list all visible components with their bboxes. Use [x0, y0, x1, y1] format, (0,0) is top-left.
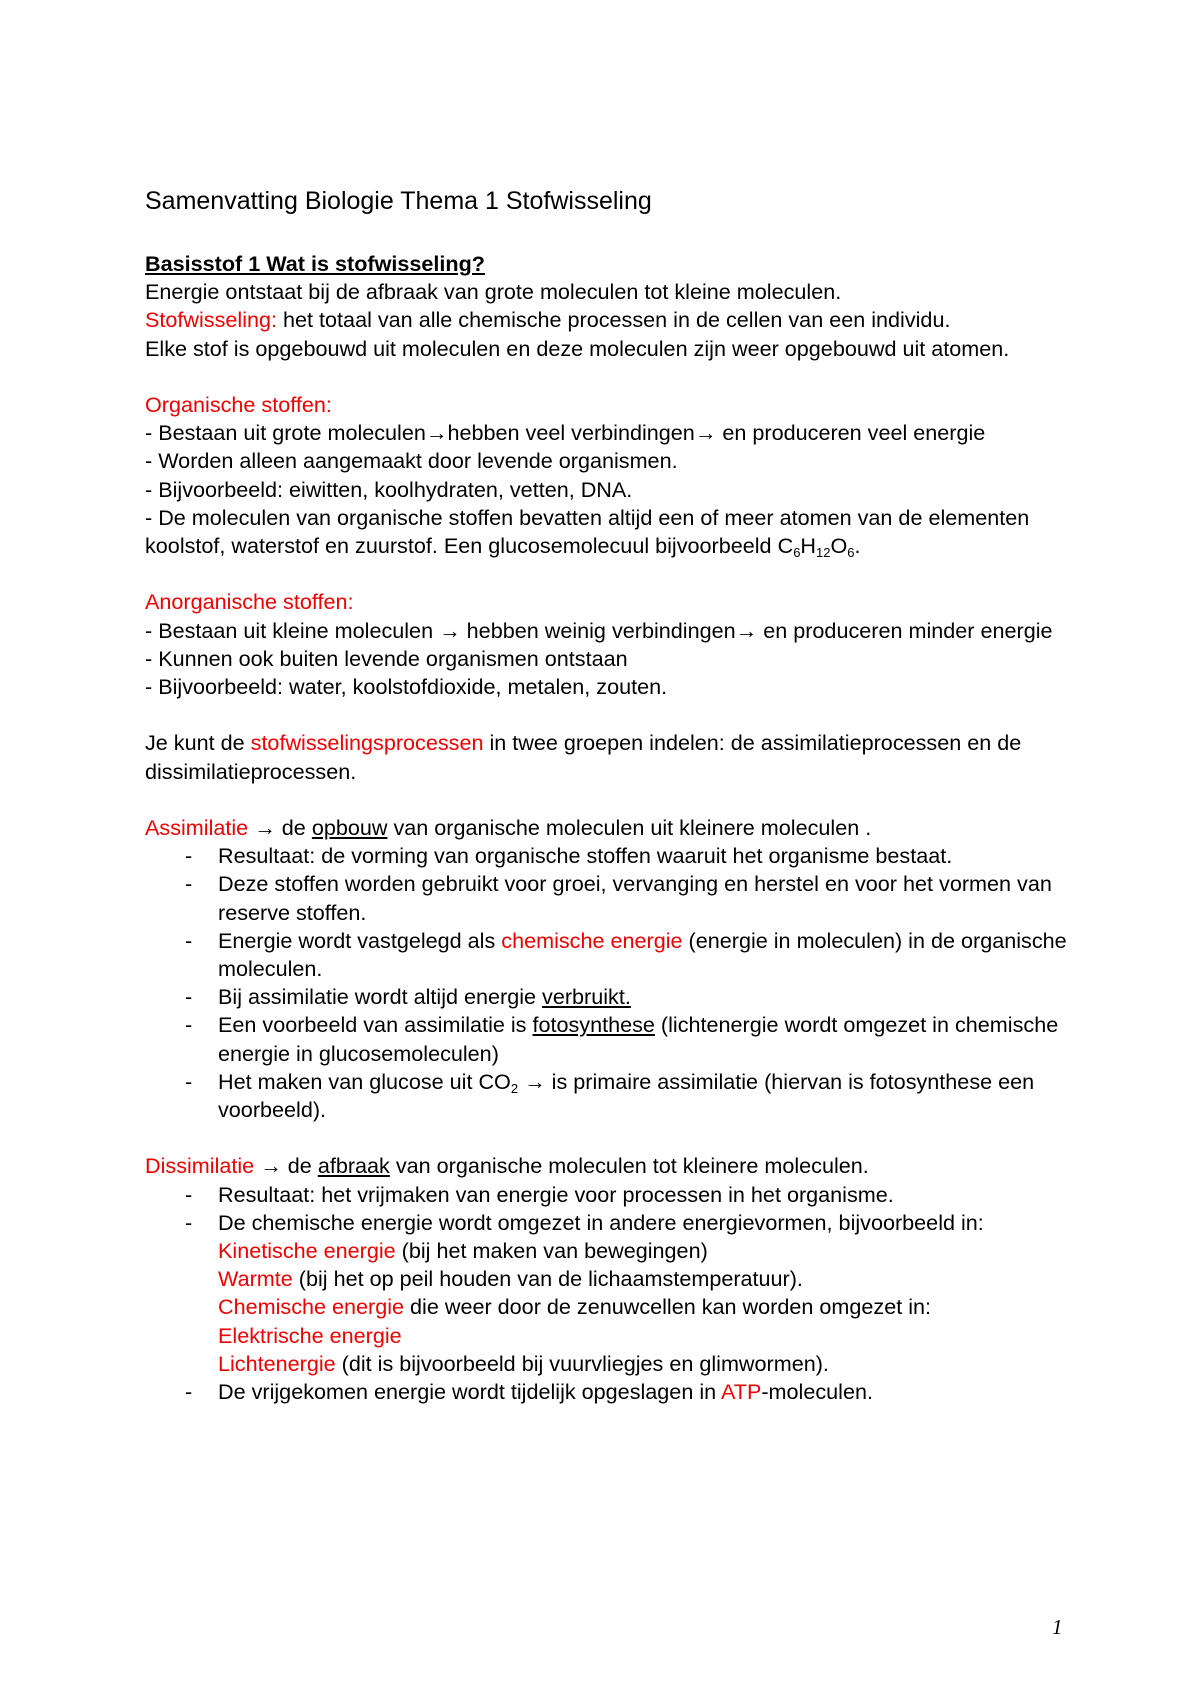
- list-item: [145, 1011, 1075, 1067]
- arrow-icon: →: [524, 1068, 546, 1094]
- list-item: [145, 983, 1075, 1011]
- groepen-paragraph: [145, 729, 1075, 785]
- intro-paragraph: Energie ontstaat bij de afbraak van grote moleculen tot kleine moleculen.: [145, 279, 842, 305]
- item-text: (bij het op peil houden van de lichaamstemperatuur).: [292, 1266, 803, 1292]
- item-text: (dit is bijvoorbeeld bij vuurvliegjes en glimwormen).: [335, 1350, 829, 1376]
- arrow-icon: →: [425, 420, 448, 446]
- term-warmte: Warmte: [218, 1266, 293, 1292]
- groepen-b: in twee groepen indelen: de assimilatieprocessen en de dissimilatieprocessen.: [145, 730, 1022, 784]
- item-text: Bij assimilatie wordt altijd energie: [218, 984, 543, 1010]
- dissimilatie-heading: [145, 1152, 1075, 1180]
- organisch-line-3: - Bijvoorbeeld: eiwitten, koolhydraten, vetten, DNA.: [145, 476, 633, 502]
- groepen-a: Je kunt de: [145, 730, 251, 756]
- energy-warmte: [218, 1265, 1075, 1293]
- dissimilatie-b: van organische moleculen tot kleinere moleculen.: [389, 1153, 869, 1179]
- term-kinetische-energie: Kinetische energie: [218, 1238, 396, 1264]
- organisch-line-4-text: - De moleculen van organische stoffen bevatten altijd een of meer atomen van de elementen koolstof, waterstof en zuurstof. Een glucosemolecuul bijvoorbeeld: [145, 504, 1030, 559]
- dissimilatie-a: de: [281, 1153, 318, 1179]
- list-item: [145, 1068, 1075, 1124]
- assimilatie-list: [145, 842, 1075, 1124]
- item-text: (energie in moleculen) in de organische moleculen.: [218, 927, 1067, 982]
- list-item: [145, 1378, 1075, 1406]
- list-item: [145, 1209, 1075, 1378]
- arrow-icon: →: [439, 617, 461, 643]
- document-page: [145, 0, 1075, 1698]
- stofwisseling-definition: [145, 306, 1075, 334]
- arrow-icon: →: [694, 420, 717, 446]
- stof-paragraph: Elke stof is opgebouwd uit moleculen en deze moleculen zijn weer opgebouwd uit atomen.: [145, 335, 1010, 361]
- item-text: Energie wordt vastgelegd als: [218, 927, 502, 953]
- energy-elektrisch: [218, 1322, 1075, 1350]
- organisch-line-1-a: - Bestaan uit grote moleculen: [145, 420, 426, 446]
- arrow-icon: →: [260, 1153, 282, 1179]
- item-text: - De chemische energie wordt omgezet in andere energievormen, bijvoorbeeld in:: [218, 1209, 984, 1235]
- heading-anorganische-stoffen: Anorganische stoffen:: [145, 589, 354, 615]
- anorganisch-line-1: [145, 617, 1075, 645]
- co2-sub: 2: [510, 1080, 519, 1096]
- formula-h: H: [800, 533, 817, 559]
- assimilatie-a: de: [275, 815, 312, 840]
- item-text: Het maken van glucose uit CO: [218, 1068, 511, 1094]
- list-item: - Deze stoffen worden gebruikt voor groei, vervanging en herstel en voor het vormen van reserve stoffen.: [145, 870, 1075, 926]
- formula-o: O: [830, 533, 848, 559]
- energy-kinetisch: [218, 1237, 1075, 1265]
- anorganisch-line-1-c: en produceren minder energie: [757, 617, 1053, 643]
- organisch-line-4: [145, 504, 1075, 560]
- glucose-formula: [777, 533, 861, 561]
- formula-o-sub: 6: [847, 545, 855, 561]
- formula-end: .: [854, 533, 861, 559]
- item-text: is primaire assimilatie (hiervan is fotosynthese een voorbeeld).: [218, 1068, 1035, 1123]
- term-afbraak: afbraak: [317, 1153, 390, 1179]
- energy-chemisch: [218, 1293, 1075, 1321]
- term-assimilatie: Assimilatie: [145, 815, 249, 840]
- list-item: - Resultaat: het vrijmaken van energie voor processen in het organisme.: [145, 1181, 1075, 1209]
- organisch-line-1-b: hebben veel verbindingen: [447, 420, 695, 446]
- term-fotosynthese: fotosynthese: [532, 1012, 655, 1038]
- term-chemische-energie: Chemische energie: [218, 1294, 405, 1320]
- arrow-icon: →: [254, 815, 276, 840]
- anorganisch-line-1-a: - Bestaan uit kleine moleculen: [145, 617, 440, 643]
- term-opbouw: opbouw: [311, 815, 388, 840]
- item-text: die weer door de zenuwcellen kan worden omgezet in:: [404, 1294, 932, 1320]
- arrow-icon: →: [735, 617, 758, 643]
- list-item: [145, 927, 1075, 983]
- anorganisch-line-3: - Bijvoorbeeld: water, koolstofdioxide, metalen, zouten.: [145, 674, 668, 700]
- item-text: -moleculen.: [761, 1379, 873, 1405]
- assimilatie-heading: [145, 814, 1075, 842]
- heading-organische-stoffen: Organische stoffen:: [145, 392, 332, 417]
- item-text: De vrijgekomen energie wordt tijdelijk opgeslagen in: [218, 1379, 721, 1405]
- item-text: (bij het maken van bewegingen): [395, 1238, 708, 1264]
- formula-c-sub: 6: [793, 545, 801, 561]
- stofwisseling-definition-text: het totaal van alle chemische processen in de cellen van een individu.: [277, 307, 951, 333]
- energy-licht: [218, 1350, 1075, 1378]
- anorganisch-line-1-b: hebben weinig verbindingen: [460, 617, 736, 643]
- term-atp: ATP: [720, 1379, 762, 1405]
- item-text: (lichtenergie wordt omgezet in chemische energie in glucosemoleculen): [218, 1012, 1059, 1066]
- term-chemische-energie: chemische energie: [501, 927, 683, 953]
- list-item: - Resultaat: de vorming van organische stoffen waaruit het organisme bestaat.: [145, 842, 1075, 870]
- term-stofwisseling: Stofwisseling:: [145, 307, 278, 333]
- term-stofwisselingsprocessen: stofwisselingsprocessen: [250, 730, 484, 756]
- formula-c: C: [777, 533, 794, 559]
- organisch-line-1: [145, 419, 1075, 447]
- assimilatie-b: van organische moleculen uit kleinere moleculen .: [387, 815, 872, 840]
- document-title: Samenvatting Biologie Thema 1 Stofwisseling: [145, 187, 652, 215]
- item-text: Een voorbeeld van assimilatie is: [218, 1012, 533, 1038]
- term-verbruikt: verbruikt.: [542, 984, 631, 1010]
- page-number: 1: [1052, 1615, 1063, 1639]
- section-heading-basisstof: Basisstof 1 Wat is stofwisseling?: [145, 251, 485, 276]
- anorganisch-line-2: - Kunnen ook buiten levende organismen ontstaan: [145, 645, 628, 671]
- term-dissimilatie: Dissimilatie: [145, 1153, 255, 1179]
- formula-h-sub: 12: [816, 545, 831, 561]
- document-body: [145, 250, 1075, 1406]
- organisch-line-1-c: en produceren veel energie: [716, 420, 986, 446]
- term-elektrische-energie: Elektrische energie: [218, 1322, 402, 1348]
- dissimilatie-list: [145, 1181, 1075, 1407]
- term-lichtenergie: Lichtenergie: [218, 1350, 336, 1376]
- organisch-line-2: - Worden alleen aangemaakt door levende organismen.: [145, 448, 678, 474]
